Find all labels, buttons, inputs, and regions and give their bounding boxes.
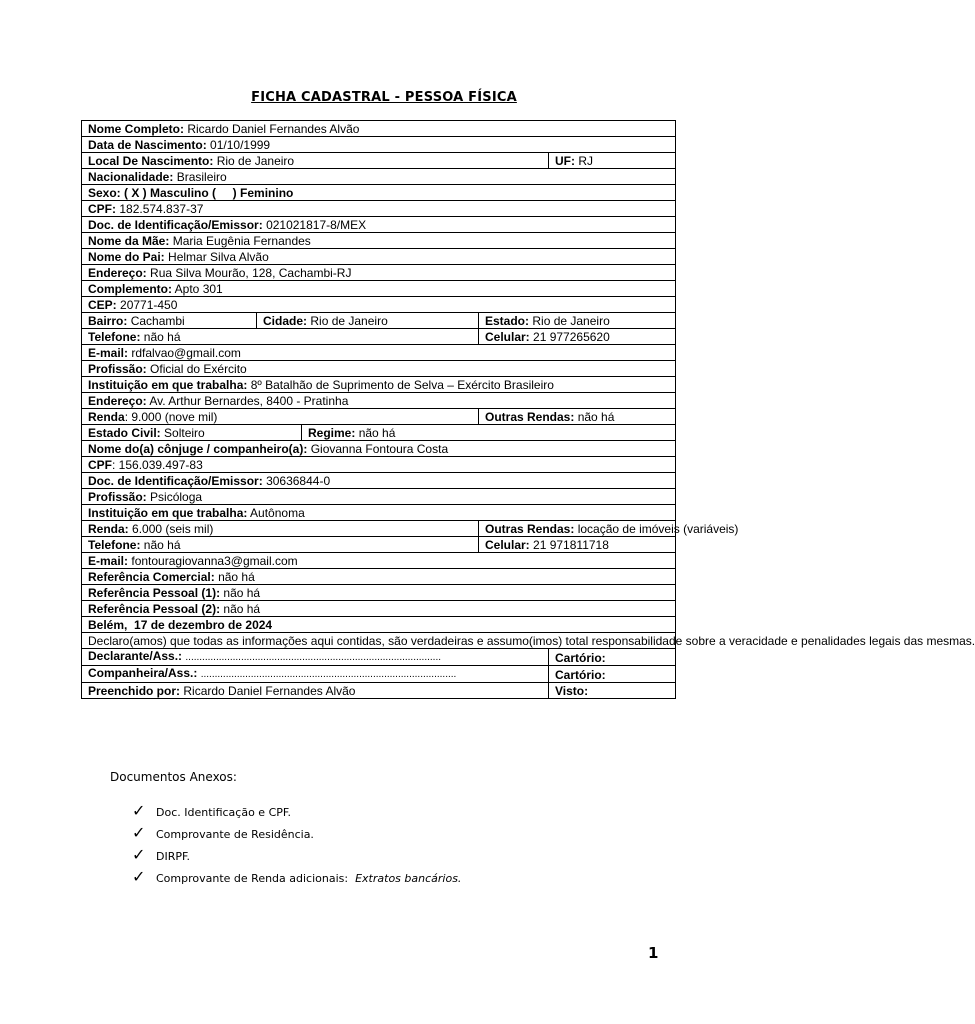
label-local-nascimento: Local De Nascimento:	[88, 154, 214, 168]
value-cidade: Rio de Janeiro	[310, 314, 388, 328]
row-instituicao-conjuge	[82, 505, 676, 521]
list-item	[132, 800, 461, 822]
doc-item-text: Doc. Identificação e CPF.	[156, 806, 291, 819]
checkmark-icon: ✓	[132, 823, 146, 842]
label-data-nascimento: Data de Nascimento:	[88, 138, 207, 152]
label-declarante: Declarante/Ass.:	[88, 649, 183, 663]
row-referencia-pessoal-1	[82, 585, 676, 601]
value-email: rdfalvao@gmail.com	[131, 346, 241, 360]
label-nome-mae: Nome da Mãe:	[88, 234, 170, 248]
value-telefone-conjuge: não há	[143, 538, 181, 552]
row-cpf	[82, 201, 676, 217]
row-email	[82, 345, 676, 361]
row-nome-mae	[82, 233, 676, 249]
label-celular: Celular:	[485, 330, 530, 344]
value-nacionalidade: Brasileiro	[176, 170, 227, 184]
value-renda: : 9.000 (nove mil)	[124, 410, 218, 424]
value-instituicao-conjuge: Autônoma	[250, 506, 305, 520]
label-instituicao-conjuge: Instituição em que trabalha:	[88, 506, 248, 520]
doc-item-text: Comprovante de Renda adicionais:	[156, 872, 356, 885]
row-endereco-trabalho	[82, 393, 676, 409]
list-item	[132, 866, 461, 888]
label-celular-conjuge: Celular:	[485, 538, 530, 552]
row-instituicao	[82, 377, 676, 393]
value-cpf: 182.574.837-37	[119, 202, 204, 216]
label-cartorio-2: Cartório:	[555, 668, 606, 682]
row-bairro-cidade-estado	[82, 313, 676, 329]
row-referencia-pessoal-2	[82, 601, 676, 617]
label-conjuge: Nome do(a) cônjuge / companheiro(a):	[88, 442, 308, 456]
label-cartorio-1: Cartório:	[555, 651, 606, 665]
label-preenchido: Preenchido por:	[88, 684, 181, 698]
value-referencia-comercial: não há	[218, 570, 255, 584]
page-title: FICHA CADASTRAL - PESSOA FÍSICA	[251, 90, 517, 105]
row-endereco	[82, 265, 676, 281]
label-telefone: Telefone:	[88, 330, 141, 344]
label-outras-rendas: Outras Rendas:	[485, 410, 575, 424]
value-outras-rendas-conjuge: locação de imóveis (variáveis)	[577, 522, 739, 536]
doc-item-text: DIRPF.	[156, 850, 191, 863]
value-local-nascimento: Rio de Janeiro	[216, 154, 295, 168]
label-renda-conjuge: Renda:	[88, 522, 129, 536]
label-email-conjuge: E-mail:	[88, 554, 129, 568]
label-complemento: Complemento:	[88, 282, 172, 296]
value-estado-civil: Solteiro	[164, 426, 205, 440]
value-bairro: Cachambi	[130, 314, 185, 328]
value-doc-conjuge: 30636844-0	[266, 474, 331, 488]
label-estado-civil: Estado Civil:	[88, 426, 161, 440]
checkmark-icon: ✓	[132, 801, 146, 820]
label-endereco-trabalho: Endereço:	[88, 394, 147, 408]
value-nome-mae: Maria Eugênia Fernandes	[172, 234, 311, 248]
row-profissao-conjuge	[82, 489, 676, 505]
page-number: 1	[648, 944, 659, 962]
row-estado-civil	[82, 425, 676, 441]
value-profissao-conjuge: Psicóloga	[150, 490, 203, 504]
label-referencia-comercial: Referência Comercial:	[88, 570, 215, 584]
declaration-text: Declaro(amos) que todas as informações aqui contidas, são verdadeiras e assumo(imos) total responsabilidade sobre a veracidade e penalidades legais das mesmas.	[88, 634, 975, 648]
label-visto: Visto:	[555, 684, 589, 698]
label-cep: CEP:	[88, 298, 117, 312]
label-companheira: Companheira/Ass.:	[88, 666, 198, 680]
value-instituicao: 8º Batalhão de Suprimento de Selva – Exército Brasileiro	[250, 378, 554, 392]
value-cep: 20771-450	[120, 298, 178, 312]
doc-item-text: Comprovante de Residência.	[156, 828, 314, 841]
value-referencia-pessoal-2: não há	[223, 602, 261, 616]
row-telefone-celular	[82, 329, 676, 345]
label-nome-pai: Nome do Pai:	[88, 250, 165, 264]
registration-form-table	[81, 120, 975, 699]
row-referencia-comercial	[82, 569, 676, 585]
value-nome-completo: Ricardo Daniel Fernandes Alvão	[187, 122, 360, 136]
value-renda-conjuge: 6.000 (seis mil)	[132, 522, 214, 536]
label-local-data: Belém, 17 de dezembro de 2024	[88, 618, 273, 632]
row-local-nascimento	[82, 153, 676, 169]
value-celular: 21 977265620	[533, 330, 610, 344]
value-cpf-conjuge: : 156.039.497-83	[112, 458, 203, 472]
list-item	[132, 844, 461, 866]
label-nacionalidade: Nacionalidade:	[88, 170, 174, 184]
value-nome-pai: Helmar Silva Alvão	[168, 250, 269, 264]
attached-documents-heading: Documentos Anexos:	[110, 770, 237, 784]
label-cidade: Cidade:	[263, 314, 308, 328]
value-doc-identificacao: 021021817-8/MEX	[266, 218, 367, 232]
label-regime: Regime:	[308, 426, 356, 440]
label-renda: Renda	[88, 410, 125, 424]
row-local-data	[82, 617, 676, 633]
row-conjuge	[82, 441, 676, 457]
row-declarante	[82, 649, 676, 666]
value-conjuge: Giovanna Fontoura Costa	[310, 442, 449, 456]
attached-documents-list	[132, 800, 461, 888]
row-cep	[82, 297, 676, 313]
list-item	[132, 822, 461, 844]
declarante-signature-line: ............................................................................................	[185, 652, 441, 663]
row-doc-conjuge	[82, 473, 676, 489]
label-email: E-mail:	[88, 346, 129, 360]
value-uf: RJ	[578, 154, 594, 168]
value-data-nascimento: 01/10/1999	[210, 138, 271, 152]
label-cpf-conjuge: CPF	[88, 458, 112, 472]
row-renda	[82, 409, 676, 425]
value-celular-conjuge: 21 971811718	[533, 538, 609, 552]
value-email-conjuge: fontouragiovanna3@gmail.com	[131, 554, 298, 568]
label-outras-rendas-conjuge: Outras Rendas:	[485, 522, 575, 536]
row-companheira	[82, 666, 676, 683]
row-cpf-conjuge	[82, 457, 676, 473]
value-referencia-pessoal-1: não há	[223, 586, 261, 600]
row-nome-pai	[82, 249, 676, 265]
value-preenchido: Ricardo Daniel Fernandes Alvão	[183, 684, 356, 698]
label-estado: Estado:	[485, 314, 530, 328]
value-telefone: não há	[143, 330, 181, 344]
row-renda-conjuge	[82, 521, 676, 537]
label-uf: UF:	[555, 154, 575, 168]
label-cpf: CPF:	[88, 202, 116, 216]
label-endereco: Endereço:	[88, 266, 147, 280]
value-complemento: Apto 301	[174, 282, 223, 296]
label-referencia-pessoal-2: Referência Pessoal (2):	[88, 602, 221, 616]
row-profissao	[82, 361, 676, 377]
row-doc-identificacao	[82, 217, 676, 233]
row-complemento	[82, 281, 676, 297]
label-doc-identificacao: Doc. de Identificação/Emissor:	[88, 218, 263, 232]
label-bairro: Bairro:	[88, 314, 128, 328]
label-instituicao: Instituição em que trabalha:	[88, 378, 248, 392]
row-preenchido	[82, 683, 676, 699]
value-estado: Rio de Janeiro	[532, 314, 610, 328]
label-nome-completo: Nome Completo:	[88, 122, 184, 136]
value-regime: não há	[358, 426, 396, 440]
row-declaracao	[82, 633, 676, 649]
companheira-signature-line: ............................................................................................	[200, 669, 457, 680]
row-telefone-celular-conjuge	[82, 537, 676, 553]
value-endereco-trabalho: Av. Arthur Bernardes, 8400 - Pratinha	[149, 394, 349, 408]
value-profissao: Oficial do Exército	[150, 362, 247, 376]
row-sexo	[82, 185, 676, 201]
value-endereco: Rua Silva Mourão, 128, Cachambi-RJ	[150, 266, 352, 280]
doc-item-extra: Extratos bancários.	[355, 872, 462, 885]
row-nome-completo	[82, 121, 676, 137]
row-email-conjuge	[82, 553, 676, 569]
checkmark-icon: ✓	[132, 845, 146, 864]
label-referencia-pessoal-1: Referência Pessoal (1):	[88, 586, 221, 600]
label-profissao-conjuge: Profissão:	[88, 490, 147, 504]
label-doc-conjuge: Doc. de Identificação/Emissor:	[88, 474, 263, 488]
label-profissao: Profissão:	[88, 362, 147, 376]
row-data-nascimento	[82, 137, 676, 153]
row-nacionalidade	[82, 169, 676, 185]
checkmark-icon: ✓	[132, 867, 146, 886]
value-outras-rendas: não há	[577, 410, 615, 424]
label-sexo: Sexo: ( X ) Masculino ( ) Feminino	[88, 186, 294, 200]
label-telefone-conjuge: Telefone:	[88, 538, 141, 552]
